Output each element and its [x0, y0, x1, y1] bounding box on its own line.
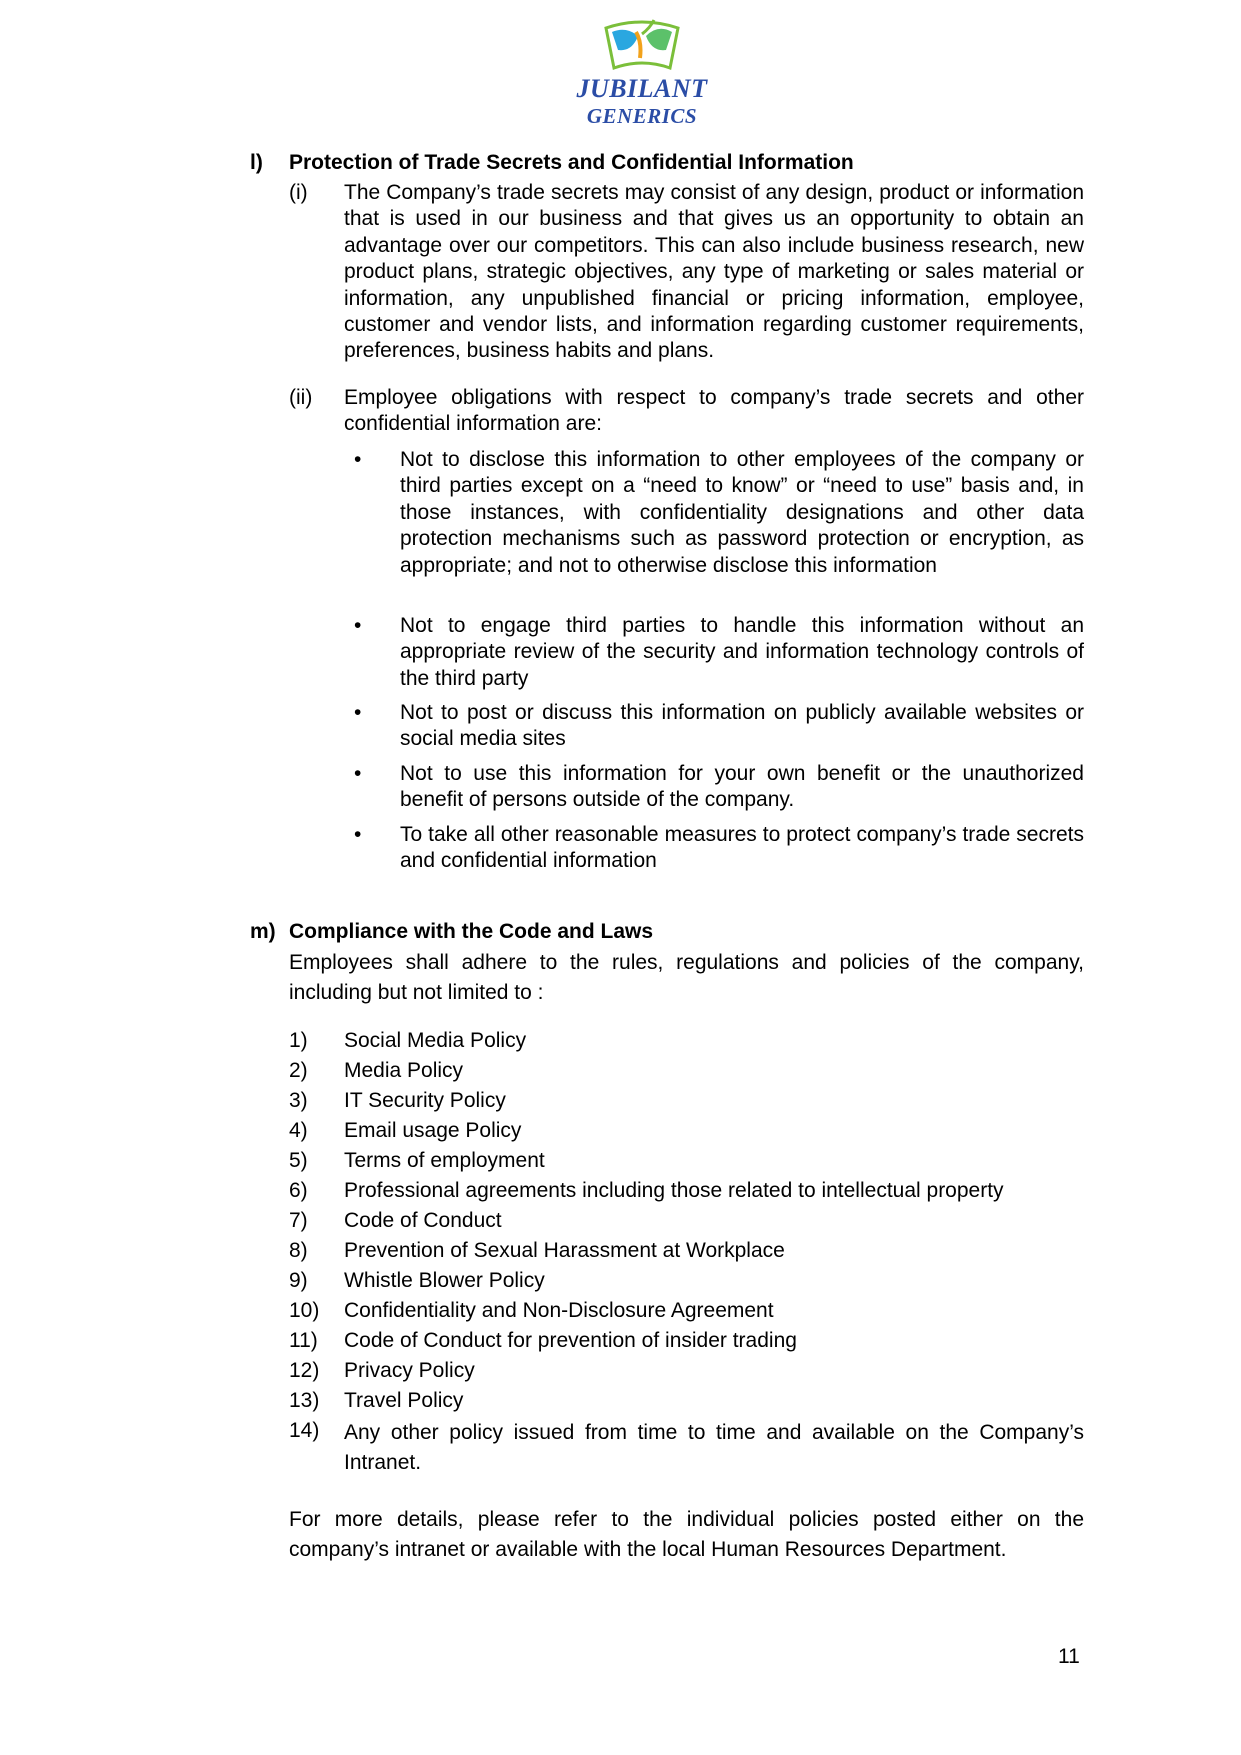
list-item: Code of Conduct for prevention of insider trading	[344, 1329, 797, 1352]
list-item-number: 6)	[289, 1179, 308, 1202]
list-item: Travel Policy	[344, 1389, 464, 1412]
list-item: Privacy Policy	[344, 1359, 475, 1382]
list-item: Professional agreements including those related to intellectual property	[344, 1179, 1004, 1202]
closing-paragraph: For more details, please refer to the individual policies posted either on the company’s intranet or available with the local Human Resources Department.	[289, 1508, 1084, 1561]
list-item: Email usage Policy	[344, 1119, 522, 1142]
list-item: Confidentiality and Non-Disclosure Agreement	[344, 1299, 774, 1322]
list-item-number: 9)	[289, 1269, 308, 1292]
list-item: Media Policy	[344, 1059, 464, 1082]
list-item-number: 13)	[289, 1389, 320, 1412]
list-item-number: 8)	[289, 1239, 308, 1262]
bullet-item: To take all other reasonable measures to protect company’s trade secrets and confidential information	[400, 823, 1084, 873]
bullet-item: Not to disclose this information to other employees of the company or third parties except on a “need to know” or “need to use” basis and, in those instances, with confidentiality designations and other data protection mechanisms such as password protection or encryption, as appropriate; and not to otherwise disclose this information	[400, 448, 1084, 577]
butterfly-logo-icon	[566, 6, 718, 76]
page-number: 11	[1058, 1645, 1080, 1668]
list-item-number: 12)	[289, 1359, 320, 1382]
bullet-icon: •	[354, 701, 362, 724]
section-m-marker: m)	[250, 920, 276, 943]
paragraph-i-marker: (i)	[289, 181, 308, 204]
bullet-icon: •	[354, 614, 362, 637]
list-item-number: 2)	[289, 1059, 308, 1082]
list-item-number: 10)	[289, 1299, 320, 1322]
bullet-item: Not to engage third parties to handle this information without an appropriate review of the security and information technology controls of the third party	[400, 614, 1084, 690]
company-logo	[566, 6, 718, 140]
list-item-number: 7)	[289, 1209, 308, 1232]
paragraph-ii-text: Employee obligations with respect to company’s trade secrets and other confidential information are:	[344, 386, 1084, 436]
bullet-icon: •	[354, 762, 362, 785]
list-item-number: 11)	[289, 1329, 318, 1352]
section-l-marker: l)	[250, 151, 263, 174]
logo-text-jubilant: JUBILANT	[576, 74, 708, 103]
list-item-number: 14)	[289, 1419, 320, 1442]
bullet-item: Not to post or discuss this information on publicly available websites or social media sites	[400, 701, 1084, 751]
list-item: Code of Conduct	[344, 1209, 502, 1232]
list-item-number: 3)	[289, 1089, 308, 1112]
bullet-icon: •	[354, 448, 362, 471]
paragraph-ii-marker: (ii)	[289, 386, 313, 409]
list-item: Social Media Policy	[344, 1029, 527, 1052]
list-item-number: 5)	[289, 1149, 308, 1172]
list-item: Whistle Blower Policy	[344, 1269, 545, 1292]
list-item-number: 4)	[289, 1119, 308, 1142]
paragraph-i-text: The Company’s trade secrets may consist of any design, product or information that is used in our business and that gives us an opportunity to obtain an advantage over our competitors. This can also include business research, new product plans, strategic objectives, any type of marketing or sales material or information, any unpublished financial or pricing information, employee, customer and vendor lists, and information regarding customer requirements, preferences, business habits and plans.	[344, 181, 1084, 363]
list-item: Any other policy issued from time to time and available on the Company’s Intranet.	[344, 1421, 1084, 1474]
list-item: Prevention of Sexual Harassment at Workplace	[344, 1239, 785, 1262]
list-item-number: 1)	[289, 1029, 308, 1052]
section-m-heading: Compliance with the Code and Laws	[289, 920, 654, 943]
list-item: IT Security Policy	[344, 1089, 506, 1112]
section-l-heading: Protection of Trade Secrets and Confidential Information	[289, 151, 854, 174]
logo-text-generics: GENERICS	[586, 104, 698, 128]
section-m-intro: Employees shall adhere to the rules, regulations and policies of the company, including but not limited to :	[289, 951, 1084, 1004]
bullet-icon: •	[354, 823, 362, 846]
bullet-item: Not to use this information for your own benefit or the unauthorized benefit of persons outside of the company.	[400, 762, 1084, 812]
list-item: Terms of employment	[344, 1149, 545, 1172]
